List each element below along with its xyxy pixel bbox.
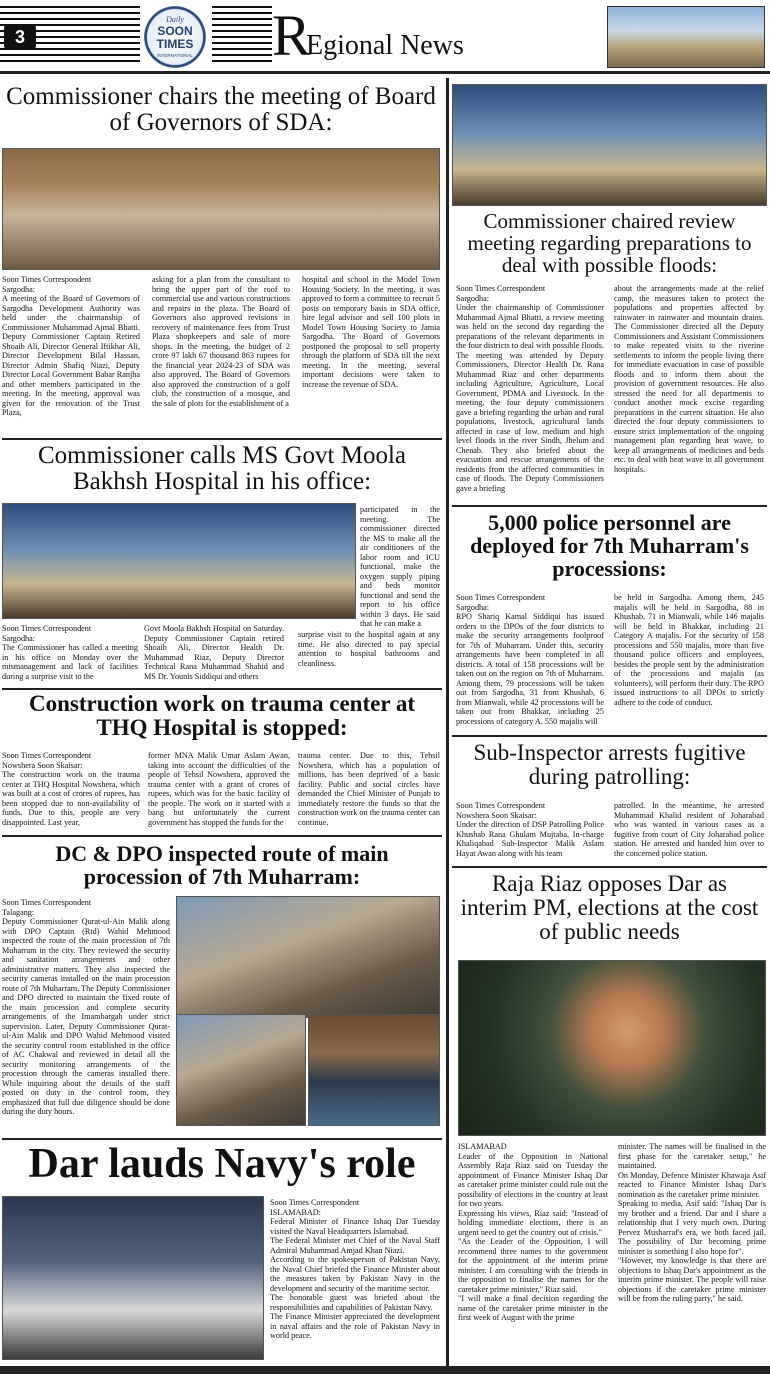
masthead-stripes-2 [212, 6, 272, 66]
sda-col3: hospital and school in the Model Town Housing Society. In the meeting, it was approved to form a committee to recruit 5 posts on temporary basis in SDA office, hire legal advisor and sell 100 plots in Model Town Housing Society to Jamia Sargodha. The Board of Governors postponed the proposal to sell property through the platform of SDA till the next meeting. In the meeting, several important decisions were taken to increase the revenue of SDA. [302, 275, 440, 389]
article-riaz [452, 868, 767, 1364]
riaz-col1: ISLAMABAD Leader of the Opposition in National Assembly Raja Riaz said on Tuesday the appointment of Finance Minister Ishaq Dar as caretaker prime minister could rule out the possibility of elections in the country at least for two years. Expressing his views, Riaz said: "Instead of holding immediate elections, there is an urgent need to get the country out of crisis." "As the Leader of the Opposition, I will recommend three names to the government for the appointment of the interim prime minister. I am consulting with the friends in the opposition to finalise the names for the caretaker prime minister," Riaz said. "I will make a final decision regarding the name of the caretaker prime minister in the first week of August with the prime [458, 1142, 608, 1323]
photo-sda-meeting [2, 148, 440, 270]
headline: Dar lauds Navy's role [28, 1141, 416, 1187]
hospital-side: participated in the meeting. The commissioner directed the MS to make all the air conditioners of the labor room and ICU functional, make the oxygen supply piping and beds monitor functional and send the report to his office within 3 days. He said that he can make a [360, 505, 440, 629]
floods-col1: Soon Times Correspondent Sargodha: Under the chairmanship of Commissioner Muhammad Ajmal Bhatti, a review meeting was held on the second day regarding the preparations of the relevant departments in the four districts to deal with possible floods. The meeting was attended by Deputy Commissioners, Director Health Dr. Rana Muhammad Riaz and other departments including Agriculture, Agriculture, Local Government, PDMA and Livestock. In the meeting, the four deputy commissioners gave a briefing regarding the urban and rural populations, livestock, agricultural lands affected in case of low, medium and high level floods in the river Sindh, Jhelum and Chenab. They also briefed about the evacuation and rescue arrangements of the residents from the affected communities in case of floods. The Deputy Commissioners gave a briefing [456, 284, 604, 493]
article-police [452, 507, 767, 735]
headline: DC & DPO inspected route of main procession of 7th Muharram: [55, 841, 389, 890]
subinspector-col2: patrolled. In the meantime, he arrested Muhammad Khalid resident of Joharabad who was wanted in various cases as a fugitive from court of City Joharabad police station. He arrested and handed him over to the concerned police station. [614, 801, 764, 858]
page-number: 3 [14, 27, 25, 47]
masthead-bottom-rule [0, 71, 770, 74]
trauma-col1: Soon Times Correspondent Nowshera Soon Skaisar: The construction work on the trauma center at THQ Hospital Nowshera, which was built at a cost of crores of rupees, has been stopped due to non-availability of funds. Due to this, people are very disappointed. Last year, [2, 751, 140, 827]
photo-hospital-meeting [2, 503, 356, 619]
section-initial: R [272, 3, 311, 68]
subinspector-col1: Soon Times Correspondent Nowshera Soon Skaisar: Under the direction of DSP Patrolling Police Khushab Rana Ghulam Mujtaba, In-charge Khaliqabad Sub-Inspector Malik Aslam Hayat Awan along with his team [456, 801, 604, 858]
masthead [0, 0, 770, 74]
photo-procession-route [176, 896, 440, 1018]
article-trauma [2, 690, 442, 835]
page-number-badge [4, 25, 36, 49]
dcdpo-col1: Soon Times Correspondent Talagang: Deputy Commissioner Qurat-ul-Ain Malik along with DPO Captain (Rtd) Wahid Mehmood inspected the route of the main procession of 7th Muharram in the city. They reviewed the security and sanitation arrangements and other administrative matters. They also inspected the security cameras installed on the main procession route of 7th Muharram. The Deputy Commissioner and DPO directed to maintain the fixed route of the main procession and complete security arrangements of the Imambargah under strict supervision. Later, Deputy Commissioner Qurat-ul-Ain Malik and DPO Wahid Mehmood visited the security control room established in the office of AC Chakwal and reviewed in detail all the security monitoring arrangements of the procession through the cameras installed there. While inquiring about the details of the staff posted on duty in the control room, they emphasized that full due diligence should be done during the duty hours. [2, 898, 170, 1117]
column-divider [446, 78, 449, 1366]
article-subinspector [452, 737, 767, 865]
headline: Commissioner calls MS Govt Moola Bakhsh Hospital in his office: [37, 442, 407, 496]
hospital-col1: Soon Times Correspondent Sargodha: The Commissioner has called a meeting in his office on Monday over the mismanagement and lack of facilities during a surprise visit to the [2, 624, 138, 681]
section-rest: Egional News [306, 30, 464, 61]
logo-sub: INTERNATIONAL [157, 53, 193, 58]
logo-main: SOON TIMES [156, 24, 194, 51]
sda-col1: Soon Times Correspondent Sargodha: A meeting of the Board of Governors of Sargodha Development Authority was held under the chairmanship of Commissioner Muhammad Ajmal Bhatti. Deputy Commissioner Captain Retired Shoaib Ali, Director General Iftikhar Ali, Director Development Bilal Hassan, Director Admin Shafiq Niazi, Deputy Director Local Government Babar Ranjha and other members participated in the meeting. In the meeting, approval was given for the renovation of the Trust Plaza, [2, 275, 140, 418]
newspaper-logo [142, 5, 208, 69]
photo-control-room-1 [176, 1014, 306, 1126]
police-col1: Soon Times Correspondent Sargodha: RPO Shariq Kamal Siddiqui has issued orders to the DPOs of the four districts to make the security arrangements foolproof for 7th of Muharram. Under this, security arrangements have been completed in all districts. A total of 158 processions will be taken out on the region on 7th of Muharram. Among them, 79 processions will be taken out from Sargodha, 31 from Khushab, 6 from Mianwali, while 42 processions will be taken out from Bhakkar, including 25 processions of category A. 550 majalis will [456, 593, 604, 726]
riaz-col2: minister. The names will be finalised in the first phase for the caretaker setup," he maintained. On Monday, Defence Minister Khawaja Asif reacted to Finance Minister Ishaq Dar's nomination as the caretaker prime minister. Speaking to media, Asif said: "Ishaq Dar is my brother and a friend. Dar and I share a relationship that I very much own. During Pervez Musharraf's era, we both faced jail. The possibility of Dar becoming prime minister is something I also hope for". "However, my knowledge is that there are objections to Ishaq Dar's appointment as the interim prime minister. The people will raise objections if the caretaker prime minister will be from the ruling party," he said. [618, 1142, 766, 1304]
article-hospital [2, 441, 442, 689]
headline: 5,000 police personnel are deployed for 7th Muharram's processions: [470, 510, 749, 582]
headline: Construction work on trauma center at THQ Hospital is stopped: [28, 691, 416, 741]
trauma-col3: trauma center. Due to this, Tehsil Nowshera, which has a population of millions, has been deprived of a basic facility. Public and social circles have demanded the Chief Minister of Punjab to immediately restore the funds so that the construction work on the trauma center can continue. [298, 751, 440, 827]
photo-floods-meeting [452, 84, 767, 206]
floods-col2: about the arrangements made at the relief camp, the measures taken to protect the populations and properties affected by rainwater in rainwater and mountain drains. The Commissioner directed all the Deputy Commissioners and Assistant Commissioners to make repeated visits to the riverine settlements to inform the people living there for immediate evacuation in case of possible floods and to inform them about the provision of government resources. He also stressed the need for all departments to conduct another mock excise regarding preparations in the current situation. He also directed the four deputy commissioners to ensure strict implementation of the ongoing management plan regarding heat wave, to keep all arrangements of medicines and beds etc. to deal with heat wave in all government hospitals. [614, 284, 764, 474]
section-title [272, 3, 602, 68]
hospital-col2: Govt Moola Bakhsh Hospital on Saturday. Deputy Commissioner Captain retired Shoaib Ali, Director Health Dr. Muhammad Riaz, Deputy Director Technical Rana Muhammad Shahid and MS Dr. Younis Siddiqui and others [144, 624, 284, 681]
photo-navy-meeting [2, 1196, 264, 1360]
navy-col1: Soon Times Correspondent ISLAMABAD: Federal Minister of Finance Ishaq Dar Tuesday visited the Naval Headquarters Islamabad. The Federal Minister met Chief of the Naval Staff Admiral Muhammad Amjad Khan Niazi. According to the spokesperson of Pakistan Navy, the Naval Chief briefed the Finance Minister about the measures taken by Pakistan Navy in the development and security of the maritime sector. The honorable guest was briefed about the responsibilities and capabilities of Pakistan Navy. The Finance Minister appreciated the development in naval affairs and the role of Pakistan Navy in world peace. [270, 1198, 440, 1341]
headline: Commissioner chaired review meeting regarding preparations to deal with possible floods: [467, 209, 752, 278]
divider [2, 438, 442, 440]
photo-raja-riaz [458, 960, 766, 1136]
logo-top: Daily [166, 15, 184, 24]
page-bottom-rule [0, 1366, 770, 1374]
photo-control-room-2 [308, 1014, 440, 1126]
article-navy [2, 1140, 442, 1362]
article-sda [2, 78, 442, 438]
headline: Raja Riaz opposes Dar as interim PM, elections at the cost of public needs [460, 871, 759, 945]
hospital-col3: surprise visit to the hospital again at any time. He also directed to pay special attention to hospital bathrooms and cleanliness. [298, 630, 440, 668]
headline: Commissioner chairs the meeting of Board of Governors of SDA: [6, 83, 436, 137]
sda-col2: asking for a plan from the consultant to bring the upper part of the roof to commercial use and various constructions and repairs in the plaza. The Board of Governors also approved revisions in recovery of maintenance fees from Trust Plaza shopkeepers and sale of more shops. In the meeting, the budget of 2 crore 97 lakh 67 thousand 863 rupees for the financial year 2024-23 of SDA was also approved. The Board of Governors also approved the construction of a golf club, the construction of a mosque, and the sale of plots for the establishment of a [152, 275, 290, 408]
article-floods [452, 78, 767, 504]
divider [2, 835, 442, 837]
police-col2: be held in Sargodha. Among them, 245 majalis will be held in Sargodha, 88 in Khushab, 71 in Mianwali, while 146 majalis will be held in Bhakkar, including 21 Category A majalis. For the security of 158 processions and 550 majalis, more than five thousand police officers and employees, besides the people sent by the administration of the processions and majalis (as volunteers), will perform their duty. The RPO issued instructions to all DPOs to strictly adhere to the code of conduct. [614, 593, 764, 707]
headline: Sub-Inspector arrests fugitive during patrolling: [473, 740, 746, 790]
trauma-col2: former MNA Malik Umar Aslam Awan, taking into account the difficulties of the people of Tehsil Nowshera, approved the trauma center with a grant of crores of rupees, which was for the basic facility of the people. The work on it started with a bang but unfortunately the current government has stopped the funds for the [148, 751, 290, 827]
header-photo [607, 6, 765, 68]
article-dcdpo [2, 838, 442, 1140]
